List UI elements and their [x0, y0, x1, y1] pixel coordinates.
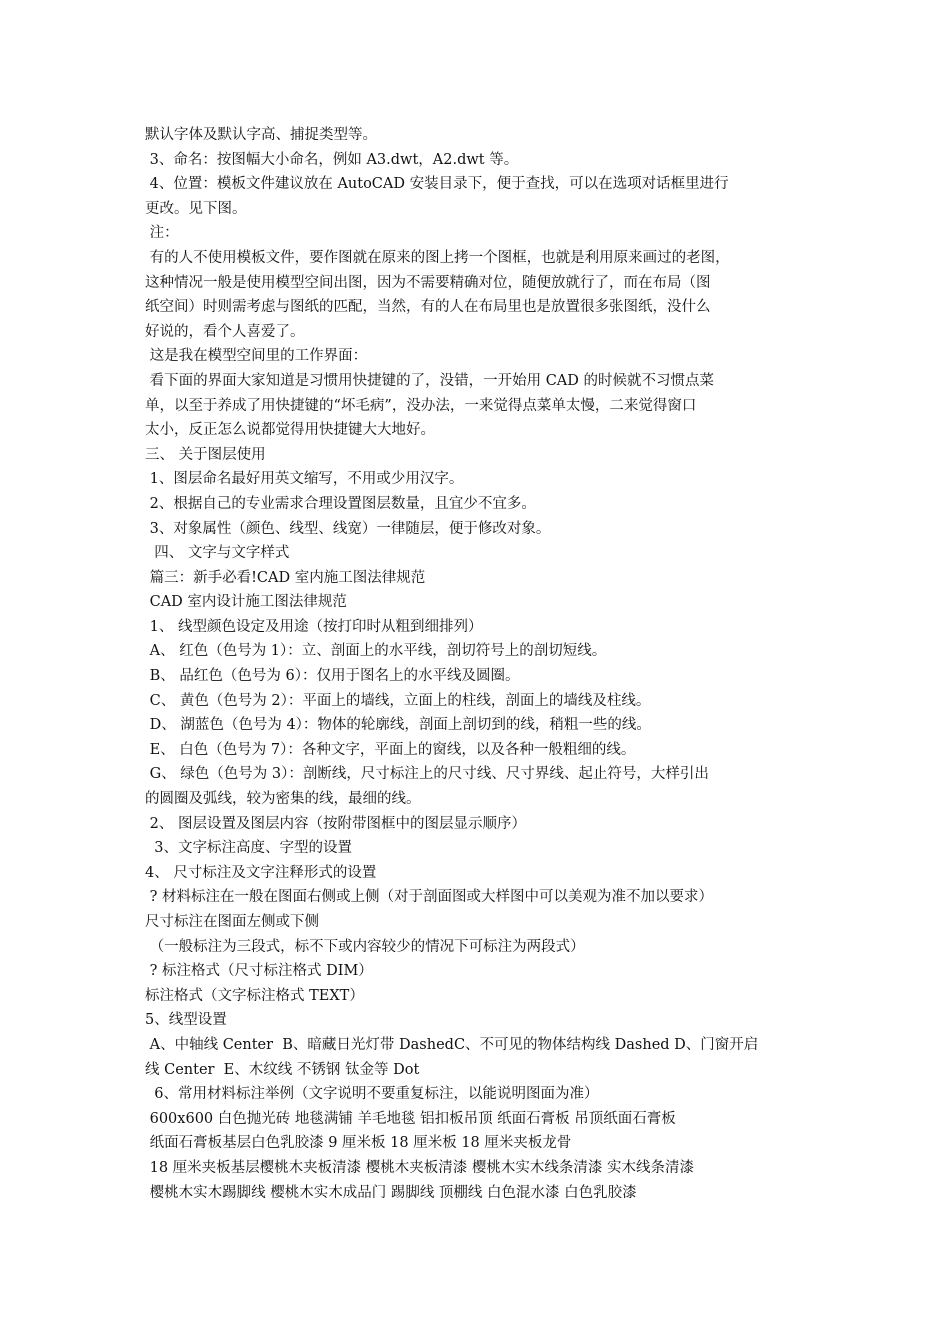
- text-line: 600x600 白色抛光砖 地毯满铺 羊毛地毯 铝扣板吊顶 纸面石膏板 吊顶纸面石膏板: [145, 1110, 676, 1127]
- text-line: 有的人不使用模板文件，要作图就在原来的图上拷一个图框，也就是利用原来画过的老图，: [145, 249, 730, 266]
- text-line: E、 白色（色号为 7）：各种文字，平面上的窗线，以及各种一般粗细的线。: [145, 741, 636, 758]
- section-heading: 三、 关于图层使用: [145, 446, 266, 463]
- text-line: A、 红色（色号为 1）：立、剖面上的水平线，剖切符号上的剖切短线。: [145, 643, 607, 660]
- text-line: G、 绿色（色号为 3）：剖断线，尺寸标注上的尺寸线、尺寸界线、起止符号，大样引出: [145, 766, 709, 783]
- text-line: 尺寸标注在图面左侧或下侧: [145, 914, 319, 930]
- text-line: 2、根据自己的专业需求合理设置图层数量，且宜少不宜多。: [145, 495, 536, 512]
- text-line: 标注格式（文字标注格式 TEXT）: [145, 987, 364, 1004]
- text-line: 的圆圈及弧线，较为密集的线，最细的线。: [145, 791, 421, 808]
- text-line: 纸面石膏板基层白色乳胶漆 9 厘米板 18 厘米板 18 厘米夹板龙骨: [145, 1135, 572, 1152]
- text-line: ? 材料标注在一般在图面右侧或上侧（对于剖面图或大样图中可以美观为准不加以要求）: [145, 889, 713, 906]
- text-line: 这是我在模型空间里的工作界面：: [145, 348, 368, 365]
- text-line: 1、图层命名最好用英文缩写，不用或少用汉字。: [145, 471, 464, 488]
- text-line: 4、位置：模板文件建议放在 AutoCAD 安装目录下，便于查找，可以在选项对话框里进行: [145, 176, 729, 193]
- text-line: 樱桃木实木踢脚线 樱桃木实木成品门 踢脚线 顶棚线 白色混水漆 白色乳胶漆: [145, 1184, 637, 1201]
- text-line: B、 品红色（色号为 6）：仅用于图名上的水平线及圆圈。: [145, 668, 520, 685]
- text-line: 2、 图层设置及图层内容（按附带图框中的图层显示顺序）: [145, 815, 526, 832]
- text-line: 默认字体及默认字高、捕捉类型等。: [145, 127, 377, 143]
- text-line: 5、线型设置: [145, 1012, 227, 1029]
- text-line: 看下面的界面大家知道是习惯用快捷键的了，没错，一开始用 CAD 的时候就不习惯点菜: [145, 372, 715, 389]
- text-line: 4、 尺寸标注及文字注释形式的设置: [145, 864, 377, 881]
- text-line: 更改。见下图。: [145, 200, 247, 217]
- text-line: A、中轴线 Center B、暗藏日光灯带 DashedC、不可见的物体结构线 Dashed D、门窗开启: [145, 1036, 759, 1053]
- text-line: 好说的，看个人喜爱了。: [145, 323, 305, 340]
- text-line: 纸空间）时则需考虑与图纸的匹配，当然，有的人在布局里也是放置很多张图纸，没什么: [145, 299, 711, 316]
- text-line: 注：: [145, 225, 179, 242]
- text-line: 3、命名：按图幅大小命名，例如 A3.dwt，A2.dwt 等。: [145, 151, 519, 168]
- text-line: 单，以至于养成了用快捷键的“坏毛病”，没办法，一来觉得点菜单太慢，二来觉得窗口: [145, 397, 697, 414]
- text-line: 1、 线型颜色设定及用途（按打印时从粗到细排列）: [145, 618, 483, 635]
- text-line: （一般标注为三段式，标不下或内容较少的情况下可标注为两段式）: [145, 938, 585, 955]
- text-line: D、 湖蓝色（色号为 4）：物体的轮廓线，剖面上剖切到的线，稍粗一些的线。: [145, 717, 651, 734]
- text-line: 这种情况一般是使用模型空间出图，因为不需要精确对位，随便放就行了，而在布局（图: [145, 274, 711, 291]
- article-title: 篇三：新手必看!CAD 室内施工图法律规范: [145, 569, 426, 586]
- document-body: [145, 123, 825, 1205]
- text-line: 太小，反正怎么说都觉得用快捷键大大地好。: [145, 422, 435, 439]
- article-subtitle: CAD 室内设计施工图法律规范: [145, 594, 347, 611]
- text-line: 6、常用材料标注举例（文字说明不要重复标注，以能说明图面为准）: [145, 1086, 599, 1103]
- text-line: C、 黄色（色号为 2）：平面上的墙线，立面上的柱线，剖面上的墙线及柱线。: [145, 692, 651, 709]
- text-line: 线 Center E、木纹线 不锈钢 钛金等 Dot: [145, 1061, 420, 1078]
- text-line: 3、对象属性（颜色、线型、线宽）一律随层，便于修改对象。: [145, 520, 551, 537]
- section-heading: 四、 文字与文字样式: [145, 545, 290, 562]
- text-line: 18 厘米夹板基层樱桃木夹板清漆 樱桃木夹板清漆 樱桃木实木线条清漆 实木线条清漆: [145, 1159, 694, 1176]
- text-line: 3、文字标注高度、字型的设置: [145, 840, 352, 857]
- text-line: ? 标注格式（尺寸标注格式 DIM）: [145, 963, 373, 980]
